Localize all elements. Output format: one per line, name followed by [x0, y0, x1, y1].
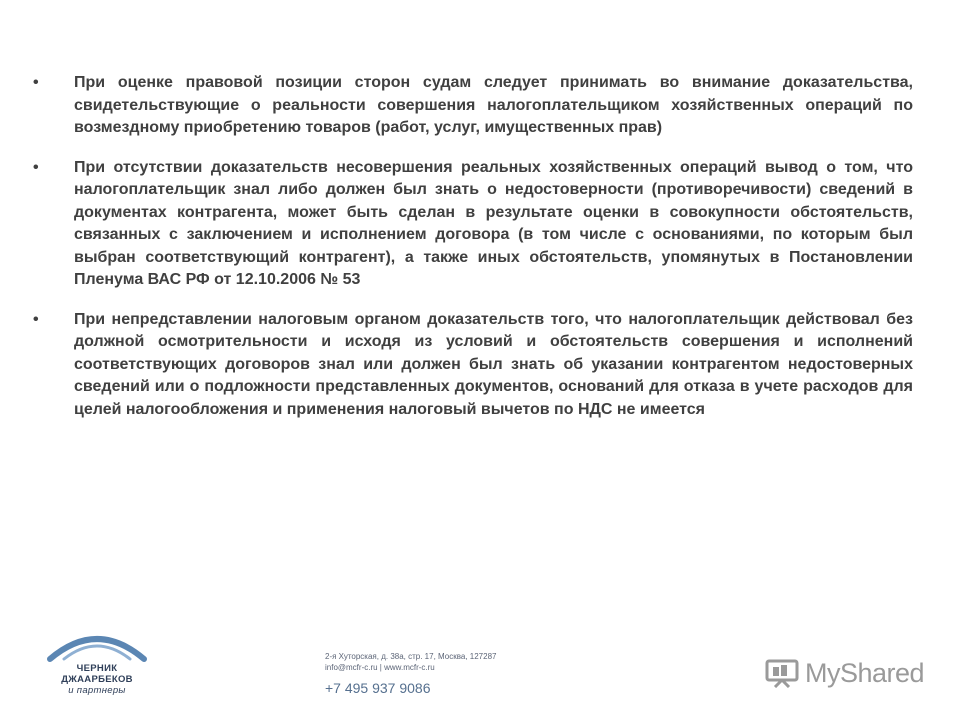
logo-name-line3: и партнеры — [68, 685, 126, 696]
list-item — [33, 309, 913, 422]
contacts-text: info@mcfr-c.ru | www.mcfr-c.ru — [325, 663, 435, 672]
watermark-text: MyShared — [805, 657, 925, 688]
logo-name-line2: ДЖААРБЕКОВ — [61, 674, 133, 685]
logo-name-line1: ЧЕРНИК — [76, 663, 118, 674]
bullet-list — [33, 72, 913, 438]
bullet-symbol: • — [33, 310, 39, 328]
logo-arc-icon — [42, 625, 152, 665]
phone-number: +7 495 937 9086 — [325, 680, 431, 696]
watermark — [765, 656, 930, 690]
bullet-text: При оценке правовой позиции сторон судам следует принимать во внимание доказательства, свидетельствующие о реальности совершения налогоплательщиком хозяйственных операций по возмездному приобретению товаров (работ, услуг, имущественных прав) — [74, 74, 913, 136]
bullet-text: При непредставлении налоговым органом доказательств того, что налогоплательщик действовал без должной осмотрительности и исходя из условий и обстоятельств совершения и исполнений соответствующих договоров знал или должен был знать об указании контрагентом недостоверных сведений или о подложности представленных документов, оснований для отказа в учете расходов для целей налогообложения и применения налоговый вычетов по НДС не имеется — [74, 310, 913, 418]
list-item — [33, 72, 913, 140]
contact-block — [325, 651, 496, 673]
address-text: 2-я Хуторская, д. 38а, стр. 17, Москва, 127287 — [325, 652, 497, 661]
bullet-symbol: • — [33, 158, 39, 176]
company-logo — [42, 625, 152, 705]
list-item — [33, 157, 913, 292]
presentation-board-icon — [765, 658, 799, 688]
bullet-symbol: • — [33, 74, 39, 91]
bullet-text: При отсутствии доказательств несовершения реальных хозяйственных операций вывод о том, что налогоплательщик знал либо должен был знать о недостоверности (противоречивости) сведений в документах контрагента, может быть сделан в результате оценки в совокупности обстоятельств, связанных с заключением и исполнением договора (в том числе с основаниями, по которым был выбран соответствующий контрагент), а также иных обстоятельств, упомянутых в Постановлении Пленума ВАС РФ от 12.10.2006 № 53 — [74, 158, 913, 288]
